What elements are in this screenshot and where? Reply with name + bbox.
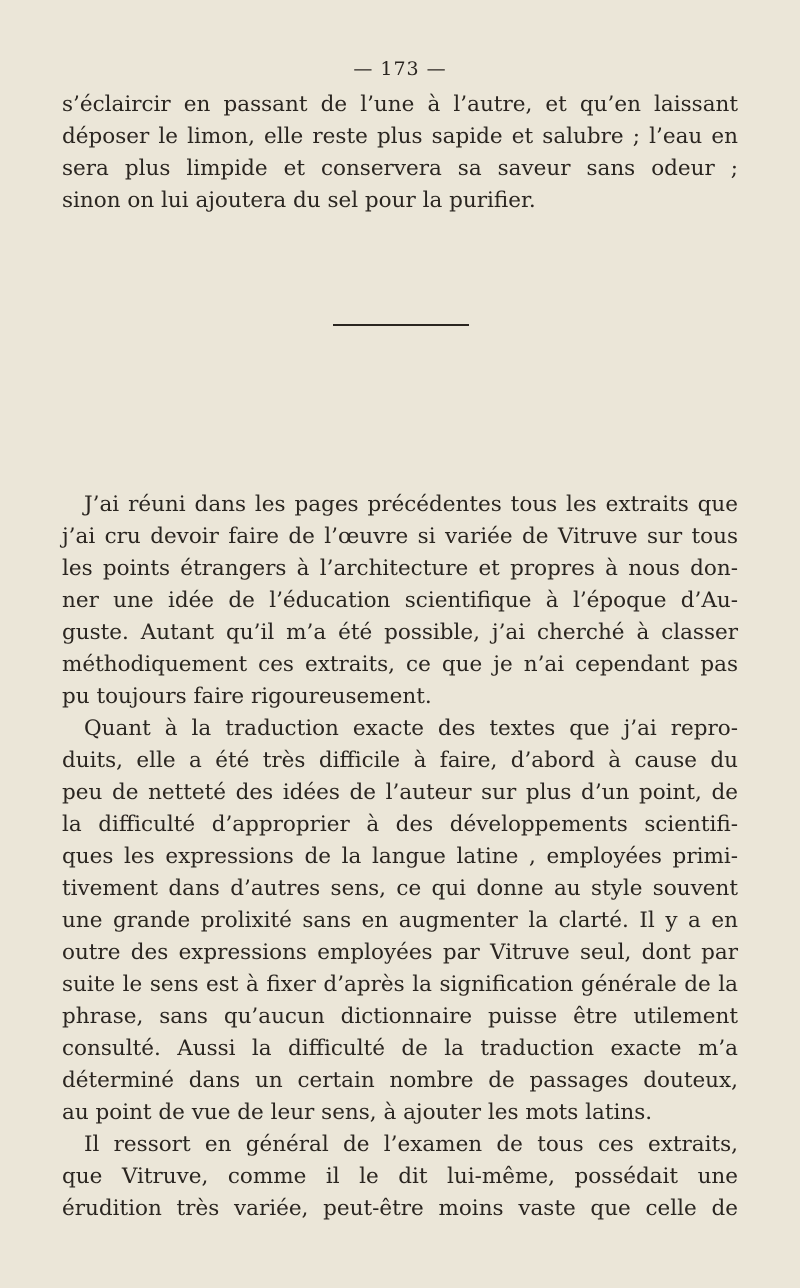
text-line: méthodiquement ces extraits, ce que je n’ai cependant pas (62, 652, 738, 677)
text-line: tivement dans d’autres sens, ce qui donne au style souvent (62, 876, 738, 901)
text-line: sera plus limpide et conservera sa saveur sans odeur ; (62, 156, 738, 181)
text-line: déposer le limon, elle reste plus sapide et salubre ; l’eau en (62, 124, 738, 149)
text-line: suite le sens est à fixer d’après la signification générale de la (62, 972, 738, 997)
text-line: Il ressort en général de l’examen de tous ces extraits, (84, 1132, 738, 1157)
text-line: j’ai cru devoir faire de l’œuvre si variée de Vitruve sur tous (62, 524, 738, 549)
text-line: outre des expressions employées par Vitruve seul, dont par (62, 940, 738, 965)
text-line: ner une idée de l’éducation scientifique à l’époque d’Au- (62, 588, 738, 613)
text-line: les points étrangers à l’architecture et propres à nous don- (62, 556, 738, 581)
text-line: phrase, sans qu’aucun dictionnaire puisse être utilement (62, 1004, 738, 1029)
text-line: déterminé dans un certain nombre de passages douteux, (62, 1068, 738, 1093)
text-line: que Vitruve, comme il le dit lui-même, possédait une (62, 1164, 738, 1189)
text-line: consulté. Aussi la difficulté de la traduction exacte m’a (62, 1036, 738, 1061)
text-line: peu de netteté des idées de l’auteur sur plus d’un point, de (62, 780, 738, 805)
text-line: J’ai réuni dans les pages précédentes tous les extraits que (84, 492, 738, 517)
section-divider (333, 324, 469, 326)
text-line: s’éclaircir en passant de l’une à l’autre, et qu’en laissant (62, 92, 738, 117)
text-line: guste. Autant qu’il m’a été possible, j’ai cherché à classer (62, 620, 738, 645)
text-line: érudition très variée, peut-être moins vaste que celle de (62, 1196, 738, 1221)
text-line: une grande prolixité sans en augmenter la clarté. Il y a en (62, 908, 738, 933)
text-line: la difficulté d’approprier à des développements scientifi- (62, 812, 738, 837)
text-line: au point de vue de leur sens, à ajouter les mots latins. (62, 1100, 653, 1125)
text-line: Quant à la traduction exacte des textes que j’ai repro- (84, 716, 738, 741)
text-line: pu toujours faire rigoureusement. (62, 684, 432, 709)
page-number: — 173 — (353, 58, 447, 80)
text-line: duits, elle a été très difficile à faire, d’abord à cause du (62, 748, 738, 773)
text-line: sinon on lui ajoutera du sel pour la purifier. (62, 188, 536, 213)
text-line: ques les expressions de la langue latine , employées primi- (62, 844, 738, 869)
